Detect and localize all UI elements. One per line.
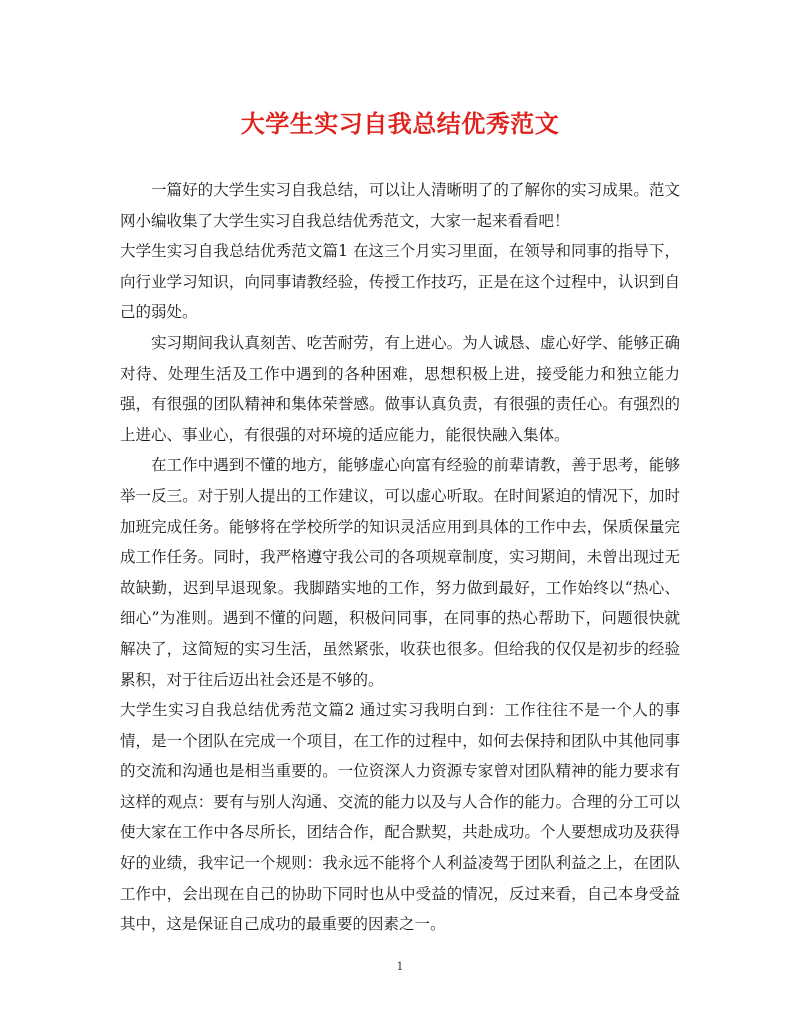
document-body [120,175,680,940]
section2-heading: 大学生实习自我总结优秀范文篇2 [120,701,355,720]
document-title: 大学生实习自我总结优秀范文 [240,109,560,138]
section2-lead: 通过实习我明白到：工作往往不是一个人的事情，是一个团队在完成一个项目，在工作的过程中，如何去保持和团队中其他同事的交流和沟通也是相当重要的。一位资深人力资源专家曾对团队精神的能力要求有这样的观点：要有与别人沟通、交流的能力以及与人合作的能力。合理的分工可以使大家在工作中各尽所长，团结合作，配合默契，共赴成功。个人要想成功及获得好的业绩，我牢记一个规则：我永远不能将个人利益凌驾于团队利益之上，在团队工作中，会出现在自己的协助下同时也从中受益的情况，反过来看，自己本身受益其中，这是保证自己成功的最重要的因素之一。 [120,701,680,934]
section1-heading: 大学生实习自我总结优秀范文篇1 [120,242,348,261]
section2-paragraph [120,695,680,940]
section1-para2: 实习期间我认真刻苦、吃苦耐劳，有上进心。为人诚恳、虚心好学、能够正确对待、处理生活及工作中遇到的各种困难，思想积极上进，接受能力和独立能力强，有很强的团队精神和集体荣誉感。做事认真负责，有很强的责任心。有强烈的上进心、事业心，有很强的对环境的适应能力，能很快融入集体。 [120,333,680,444]
intro-paragraph: 一篇好的大学生实习自我总结，可以让人清晰明了的了解你的实习成果。范文网小编收集了大学生实习自我总结优秀范文，大家一起来看看吧！ [120,181,680,230]
section1-paragraph [120,236,680,328]
page-number: 1 [396,960,404,973]
section1-lead: 在这三个月实习里面，在领导和同事的指导下，向行业学习知识，向同事请教经验，传授工作技巧，正是在这个过程中，认识到自己的弱处。 [120,242,680,322]
section1-para3: 在工作中遇到不懂的地方，能够虚心向富有经验的前辈请教，善于思考，能够举一反三。对于别人提出的工作建议，可以虚心听取。在时间紧迫的情况下，加时加班完成任务。能够将在学校所学的知识灵活应用到具体的工作中去，保质保量完成工作任务。同时，我严格遵守我公司的各项规章制度，实习期间，未曾出现过无故缺勤，迟到早退现象。我脚踏实地的工作，努力做到最好，工作始终以“热心、细心”为准则。遇到不懂的问题，积极问同事，在同事的热心帮助下，问题很快就解决了，这简短的实习生活，虽然紧张，收获也很多。但给我的仅仅是初步的经验累积，对于往后迈出社会还是不够的。 [120,456,680,689]
